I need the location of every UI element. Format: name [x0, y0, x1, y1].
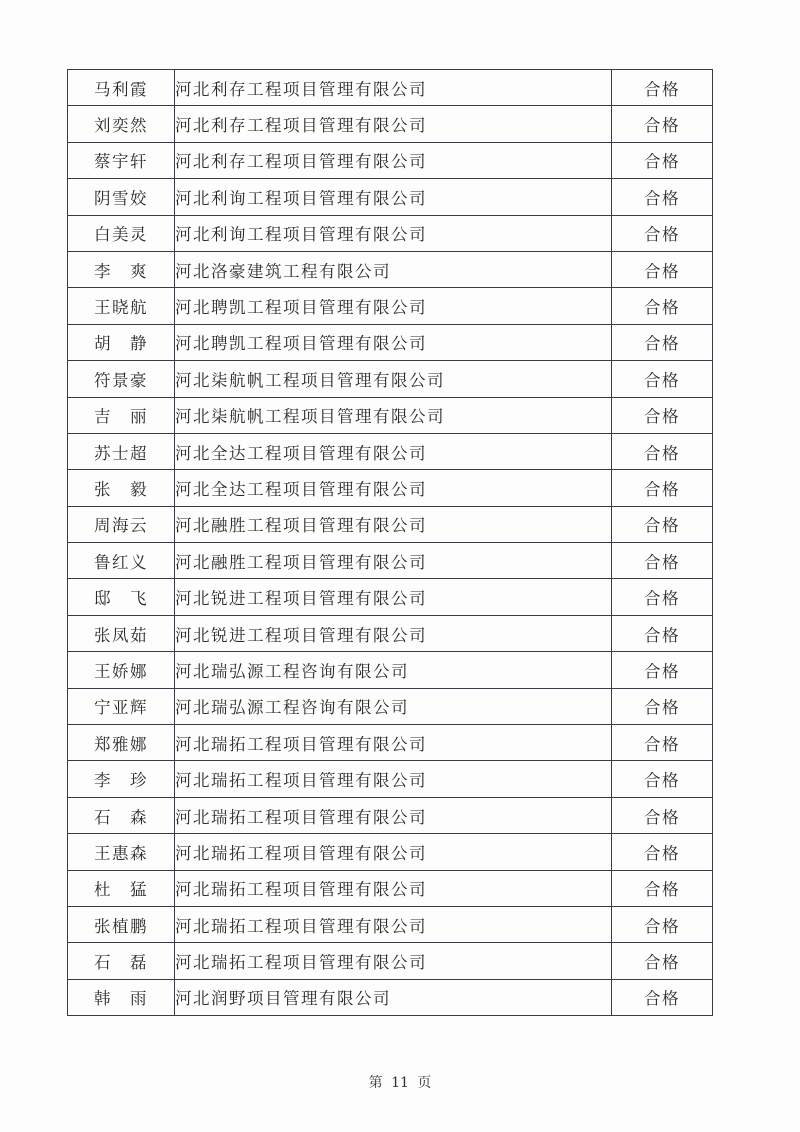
- result-cell: 合格: [612, 652, 713, 688]
- table-row: [68, 579, 713, 615]
- name-cell: 王娇娜: [68, 652, 175, 688]
- result-cell: 合格: [612, 943, 713, 979]
- company-cell: 河北融胜工程项目管理有限公司: [175, 543, 612, 579]
- table-row: [68, 725, 713, 761]
- name-cell: 韩 雨: [68, 979, 175, 1015]
- company-cell: 河北瑞弘源工程咨询有限公司: [175, 688, 612, 724]
- name-cell: 阴雪姣: [68, 179, 175, 215]
- company-cell: 河北瑞拓工程项目管理有限公司: [175, 943, 612, 979]
- name-cell: 马利霞: [68, 70, 175, 106]
- company-cell: 河北利存工程项目管理有限公司: [175, 142, 612, 178]
- table-row: [68, 70, 713, 106]
- company-cell: 河北瑞拓工程项目管理有限公司: [175, 834, 612, 870]
- name-cell: 蔡宇轩: [68, 142, 175, 178]
- company-cell: 河北利存工程项目管理有限公司: [175, 70, 612, 106]
- name-cell: 王晓航: [68, 288, 175, 324]
- result-cell: 合格: [612, 725, 713, 761]
- name-cell: 苏士超: [68, 433, 175, 469]
- name-cell: 王惠森: [68, 834, 175, 870]
- company-cell: 河北聘凯工程项目管理有限公司: [175, 324, 612, 360]
- qualification-table: [67, 69, 713, 1016]
- result-cell: 合格: [612, 397, 713, 433]
- result-cell: 合格: [612, 215, 713, 251]
- company-cell: 河北瑞弘源工程咨询有限公司: [175, 652, 612, 688]
- result-cell: 合格: [612, 579, 713, 615]
- company-cell: 河北瑞拓工程项目管理有限公司: [175, 906, 612, 942]
- company-cell: 河北全达工程项目管理有限公司: [175, 470, 612, 506]
- table-row: [68, 615, 713, 651]
- company-cell: 河北聘凯工程项目管理有限公司: [175, 288, 612, 324]
- company-cell: 河北锐进工程项目管理有限公司: [175, 615, 612, 651]
- table-row: [68, 906, 713, 942]
- table-row: [68, 761, 713, 797]
- company-cell: 河北利存工程项目管理有限公司: [175, 106, 612, 142]
- table-row: [68, 361, 713, 397]
- result-cell: 合格: [612, 870, 713, 906]
- table-row: [68, 979, 713, 1015]
- name-cell: 李 珍: [68, 761, 175, 797]
- company-cell: 河北利询工程项目管理有限公司: [175, 179, 612, 215]
- table-row: [68, 433, 713, 469]
- table-row: [68, 142, 713, 178]
- result-cell: 合格: [612, 797, 713, 833]
- table-row: [68, 870, 713, 906]
- result-cell: 合格: [612, 506, 713, 542]
- name-cell: 符景豪: [68, 361, 175, 397]
- name-cell: 吉 丽: [68, 397, 175, 433]
- name-cell: 鲁红义: [68, 543, 175, 579]
- company-cell: 河北全达工程项目管理有限公司: [175, 433, 612, 469]
- table-row: [68, 652, 713, 688]
- name-cell: 石 森: [68, 797, 175, 833]
- company-cell: 河北利询工程项目管理有限公司: [175, 215, 612, 251]
- table-row: [68, 324, 713, 360]
- table-row: [68, 797, 713, 833]
- name-cell: 周海云: [68, 506, 175, 542]
- name-cell: 张凤茹: [68, 615, 175, 651]
- company-cell: 河北瑞拓工程项目管理有限公司: [175, 725, 612, 761]
- table-row: [68, 288, 713, 324]
- result-cell: 合格: [612, 288, 713, 324]
- company-cell: 河北瑞拓工程项目管理有限公司: [175, 870, 612, 906]
- name-cell: 宁亚辉: [68, 688, 175, 724]
- result-cell: 合格: [612, 543, 713, 579]
- name-cell: 石 磊: [68, 943, 175, 979]
- result-cell: 合格: [612, 70, 713, 106]
- company-cell: 河北润野项目管理有限公司: [175, 979, 612, 1015]
- name-cell: 李 爽: [68, 251, 175, 287]
- company-cell: 河北柒航帆工程项目管理有限公司: [175, 361, 612, 397]
- result-cell: 合格: [612, 179, 713, 215]
- footer-suffix: 页: [417, 1075, 432, 1091]
- result-cell: 合格: [612, 688, 713, 724]
- table-row: [68, 397, 713, 433]
- name-cell: 刘奕然: [68, 106, 175, 142]
- name-cell: 胡 静: [68, 324, 175, 360]
- name-cell: 白美灵: [68, 215, 175, 251]
- page-number: 11: [391, 1075, 409, 1091]
- result-cell: 合格: [612, 834, 713, 870]
- result-cell: 合格: [612, 433, 713, 469]
- result-cell: 合格: [612, 615, 713, 651]
- table-row: [68, 943, 713, 979]
- result-cell: 合格: [612, 761, 713, 797]
- result-cell: 合格: [612, 361, 713, 397]
- company-cell: 河北瑞拓工程项目管理有限公司: [175, 761, 612, 797]
- result-cell: 合格: [612, 470, 713, 506]
- name-cell: 张 毅: [68, 470, 175, 506]
- page-footer: [0, 1072, 800, 1092]
- result-cell: 合格: [612, 324, 713, 360]
- footer-prefix: 第: [368, 1075, 383, 1091]
- result-cell: 合格: [612, 251, 713, 287]
- company-cell: 河北瑞拓工程项目管理有限公司: [175, 797, 612, 833]
- result-cell: 合格: [612, 142, 713, 178]
- result-cell: 合格: [612, 106, 713, 142]
- table-row: [68, 215, 713, 251]
- table-row: [68, 251, 713, 287]
- company-cell: 河北锐进工程项目管理有限公司: [175, 579, 612, 615]
- table-row: [68, 834, 713, 870]
- name-cell: 张植鹏: [68, 906, 175, 942]
- table-body: [68, 70, 713, 1016]
- name-cell: 杜 猛: [68, 870, 175, 906]
- name-cell: 郑雅娜: [68, 725, 175, 761]
- table-row: [68, 543, 713, 579]
- result-cell: 合格: [612, 906, 713, 942]
- table-row: [68, 688, 713, 724]
- result-cell: 合格: [612, 979, 713, 1015]
- company-cell: 河北融胜工程项目管理有限公司: [175, 506, 612, 542]
- table-row: [68, 179, 713, 215]
- table-row: [68, 470, 713, 506]
- company-cell: 河北柒航帆工程项目管理有限公司: [175, 397, 612, 433]
- name-cell: 邸 飞: [68, 579, 175, 615]
- table-row: [68, 506, 713, 542]
- table-row: [68, 106, 713, 142]
- company-cell: 河北洛豪建筑工程有限公司: [175, 251, 612, 287]
